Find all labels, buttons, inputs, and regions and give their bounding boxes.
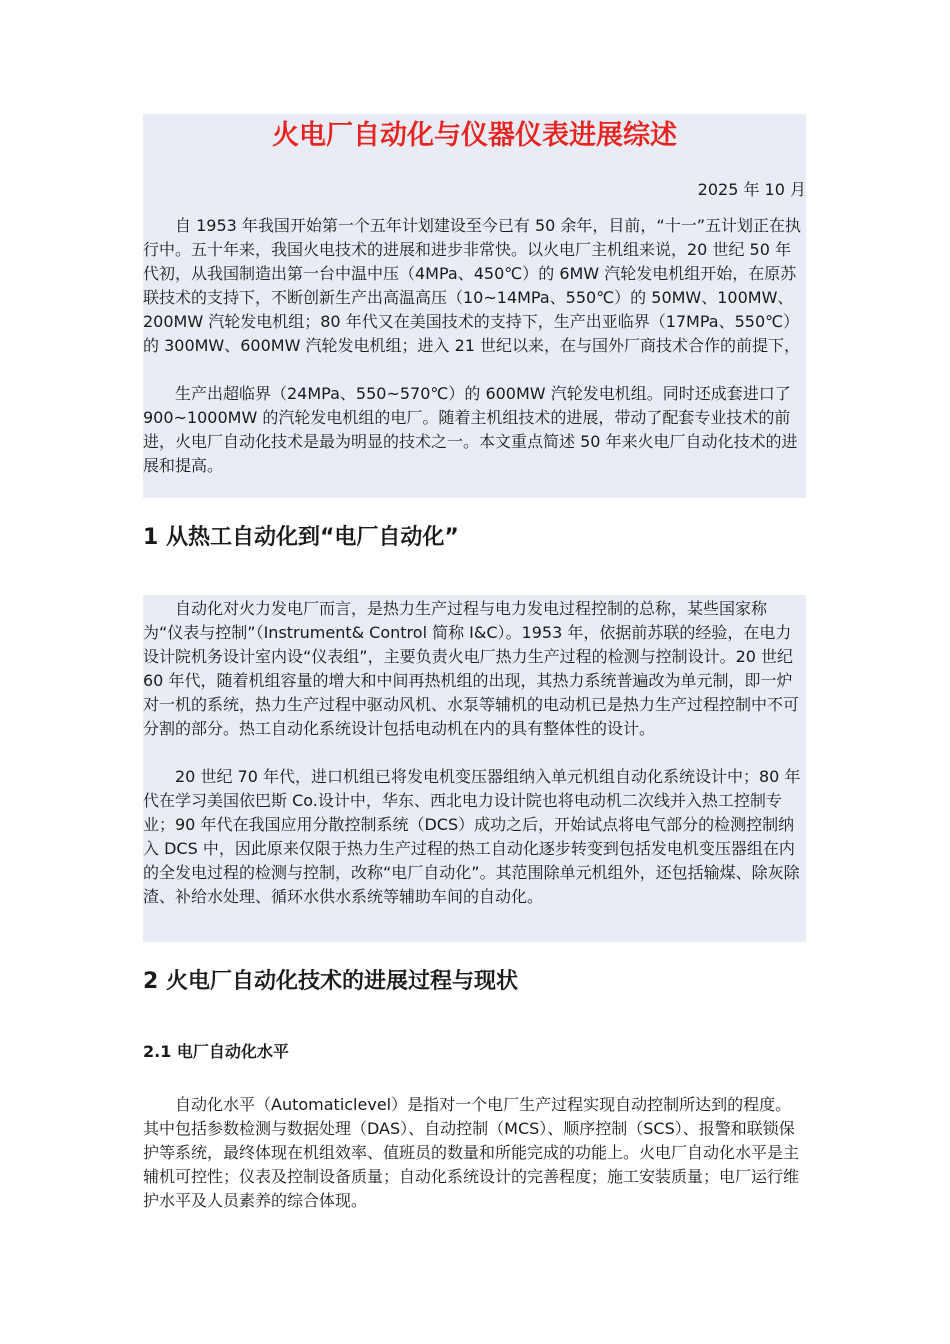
section-1-shaded-block	[143, 595, 806, 942]
document-date: 2025 年 10 月	[697, 180, 806, 199]
section-2-1-paragraph-1: 自动化水平（Automaticlevel）是指对一个电厂生产过程实现自动控制所达到的程度。其中包括参数检测与数据处理（DAS）、自动控制（MCS）、顺序控制（SCS）、报警和联锁保护等系统，最终体现在机组效率、值班员的数量和所能完成的功能上。火电厂自动化水平是主辅机可控性；仪表及控制设备质量；自动化系统设计的完善程度；施工安装质量；电厂运行维护水平及人员素养的综合体现。	[143, 1095, 800, 1210]
section-2-heading-block	[143, 966, 806, 998]
section-2-1-heading: 2.1 电厂自动化水平	[143, 1042, 289, 1061]
section-1-heading-block	[143, 522, 806, 554]
section-1-heading: 1 从热工自动化到“电厂自动化”	[143, 525, 459, 550]
section-2-1-body	[143, 1093, 806, 1213]
section-2-heading: 2 火电厂自动化技术的进展过程与现状	[143, 969, 518, 994]
intro-shaded-block	[143, 114, 806, 498]
intro-paragraph-1: 自 1953 年我国开始第一个五年计划建设至今已有 50 余年，目前，“十一”五计划正在执行中。五十年来，我国火电技术的进展和进步非常快。以火电厂主机组来说，20 世纪 50 年代初，从我国制造出第一台中温中压（4MPa、450℃）的 6MW 汽轮发电机组开始，在原苏联技术的支持下，不断创新生产出高温高压（10~14MPa、550℃）的 50MW、100MW、200MW 汽轮发电机组；80 年代又在美国技术的支持下，生产出亚临界（17MPa、550℃）的 300MW、600MW 汽轮发电机组；进入 21 世纪以来，在与国外厂商技术合作的前提下，	[143, 216, 802, 355]
section-2-1-heading-block	[143, 1040, 806, 1064]
section-1-paragraph-1: 自动化对火力发电厂而言，是热力生产过程与电力发电过程控制的总称，某些国家称为“仪表与控制”（Instrument& Control 简称 I&C）。1953 年，依据前苏联的经验，在电力设计院机务设计室内设“仪表组”，主要负责火电厂热力生产过程的检测与控制设计。20 世纪 60 年代，随着机组容量的增大和中间再热机组的出现，其热力系统普遍改为单元制，即一炉对一机的系统，热力生产过程中驱动风机、水泵等辅机的电动机已是热力生产过程控制中不可分割的部分。热工自动化系统设计包括电动机在内的具有整体性的设计。	[143, 599, 800, 738]
intro-paragraph-2: 生产出超临界（24MPa、550~570℃）的 600MW 汽轮发电机组。同时还成套进口了 900~1000MW 的汽轮发电机组的电厂。随着主机组技术的进展，带动了配套专业技术的前进，火电厂自动化技术是最为明显的技术之一。本文重点简述 50 年来火电厂自动化技术的进展和提高。	[143, 384, 798, 475]
document-title: 火电厂自动化与仪器仪表进展综述	[272, 120, 677, 151]
section-1-paragraph-2: 20 世纪 70 年代，进口机组已将发电机变压器组纳入单元机组自动化系统设计中；80 年代在学习美国依巴斯 Co.设计中，华东、西北电力设计院也将电动机二次线并入热工控制专业；90 年代在我国应用分散控制系统（DCS）成功之后，开始试点将电气部分的检测控制纳入 DCS 中，因此原来仅限于热力生产过程的热工自动化逐步转变到包括发电机变压器组在内的全发电过程的检测与控制，改称“电厂自动化”。其范围除单元机组外，还包括输煤、除灰除渣、补给水处理、循环水供水系统等辅助车间的自动化。	[143, 767, 801, 906]
